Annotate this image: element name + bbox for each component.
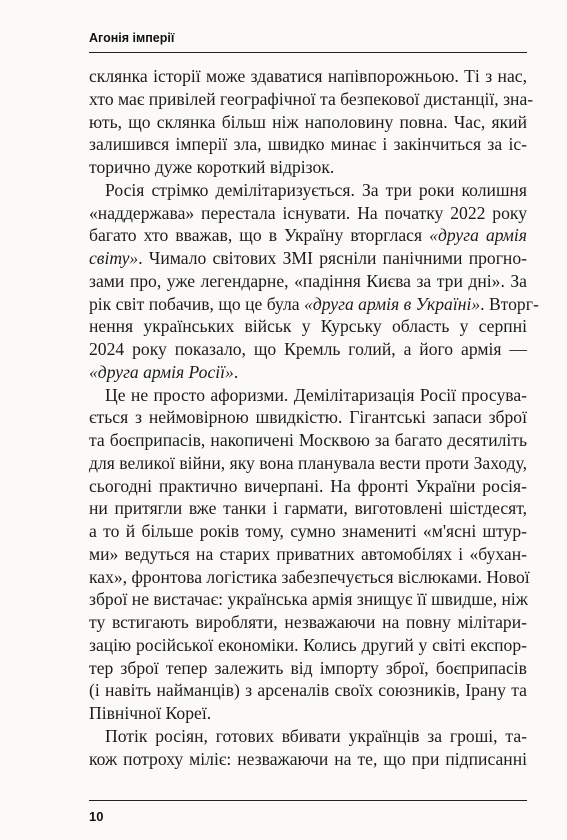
text-line	[89, 293, 539, 316]
text-line: сьогодні практично вичерпані. На фронті України росія-	[89, 475, 527, 496]
text-line: зброї не вистачає: українська армія знищує її швидше, ніж	[89, 589, 528, 610]
italic-quote: «друга армія	[429, 225, 527, 246]
paragraph-1	[89, 65, 534, 179]
text-line: тер зброї тепер залежить від імпорту зброї, боєприпасів	[89, 657, 527, 678]
text-line: склянка історії може здаватися напівпорожньою. Ті з нас,	[89, 66, 527, 86]
page-text	[89, 65, 539, 770]
text-line: хто має привілей географічної та безпекової дистанції, зна-	[89, 88, 534, 109]
text-line: нення українських військ у Курську область у серпні	[89, 316, 527, 337]
text-run: рік світ побачив, що це була	[89, 293, 305, 314]
paragraph-4	[89, 725, 527, 771]
italic-quote: «друга армія в Україні»	[304, 293, 481, 314]
text-line: 2024 року показало, що Кремль голий, а його армія —	[89, 339, 527, 359]
text-line: Північної Кореї.	[89, 703, 212, 723]
text-line: Росія стрімко демілітаризується. За три роки колишня	[105, 179, 527, 200]
header-rule	[89, 52, 527, 53]
footer-rule	[89, 800, 527, 801]
paragraph-2	[89, 179, 539, 384]
text-line: залишився імперії зла, швидко минає і закінчиться за іс-	[89, 134, 527, 155]
text-line: ках», фронтова логістика забезпечується віслюками. Нової	[89, 566, 530, 587]
text-line	[89, 361, 527, 384]
text-run: . Чимало світових ЗМІ рясніли панічними прогно-	[138, 248, 527, 268]
text-line	[89, 247, 527, 270]
page-number: 10	[89, 809, 104, 824]
text-run: . Вторг-	[480, 293, 539, 314]
text-line: кож потроху міліє: незважаючи на те, що при підписанні	[89, 748, 527, 769]
running-head-title: Агонія імперії	[89, 31, 175, 45]
text-line: Це не просто афоризми. Демілітаризація Росії просува-	[105, 384, 527, 405]
text-line: для великої війни, яку вона планувала вести проти Заходу,	[89, 452, 527, 473]
text-line: та боєприпасів, накопичені Москвою за багато десятиліть	[89, 430, 527, 450]
text-line: ни притягли вже танки і гармати, виготовлені шістдесят,	[89, 498, 527, 519]
text-line: торично дуже короткий відрізок.	[89, 157, 335, 177]
text-run: .	[233, 361, 239, 382]
text-line: ється з неймовірною швидкістю. Гігантські запаси зброї	[89, 407, 527, 428]
text-line: ми» ведуться на старих приватних автомобілях і «бухан-	[89, 543, 527, 564]
text-line: а то й більше років тому, сумно знамениті «м'ясні штур-	[89, 521, 527, 541]
italic-quote: світу»	[89, 248, 139, 268]
text-run: багато хто вважав, що в Україну вторглася	[89, 225, 430, 246]
text-line: ють, що склянка більш ніж наполовину повна. Час, який	[89, 111, 527, 132]
italic-quote: «друга армія Росії»	[89, 361, 234, 382]
text-line: зами про, уже легендарне, «падіння Києва за три дні». За	[89, 270, 527, 291]
text-line: (і навіть найманців) з арсеналів своїх союзників, Ірану та	[89, 680, 527, 701]
text-line: зацію російської економіки. Колись другий у світі експор-	[89, 634, 527, 655]
text-line: «наддержава» перестала існувати. На початку 2022 року	[89, 202, 527, 223]
text-line: Потік росіян, готових вбивати українців за гроші, та-	[105, 725, 527, 746]
text-line: ту встигають виробляти, незважаючи на повну мілітари-	[89, 612, 527, 632]
text-line	[89, 224, 527, 247]
paragraph-3	[89, 384, 530, 725]
